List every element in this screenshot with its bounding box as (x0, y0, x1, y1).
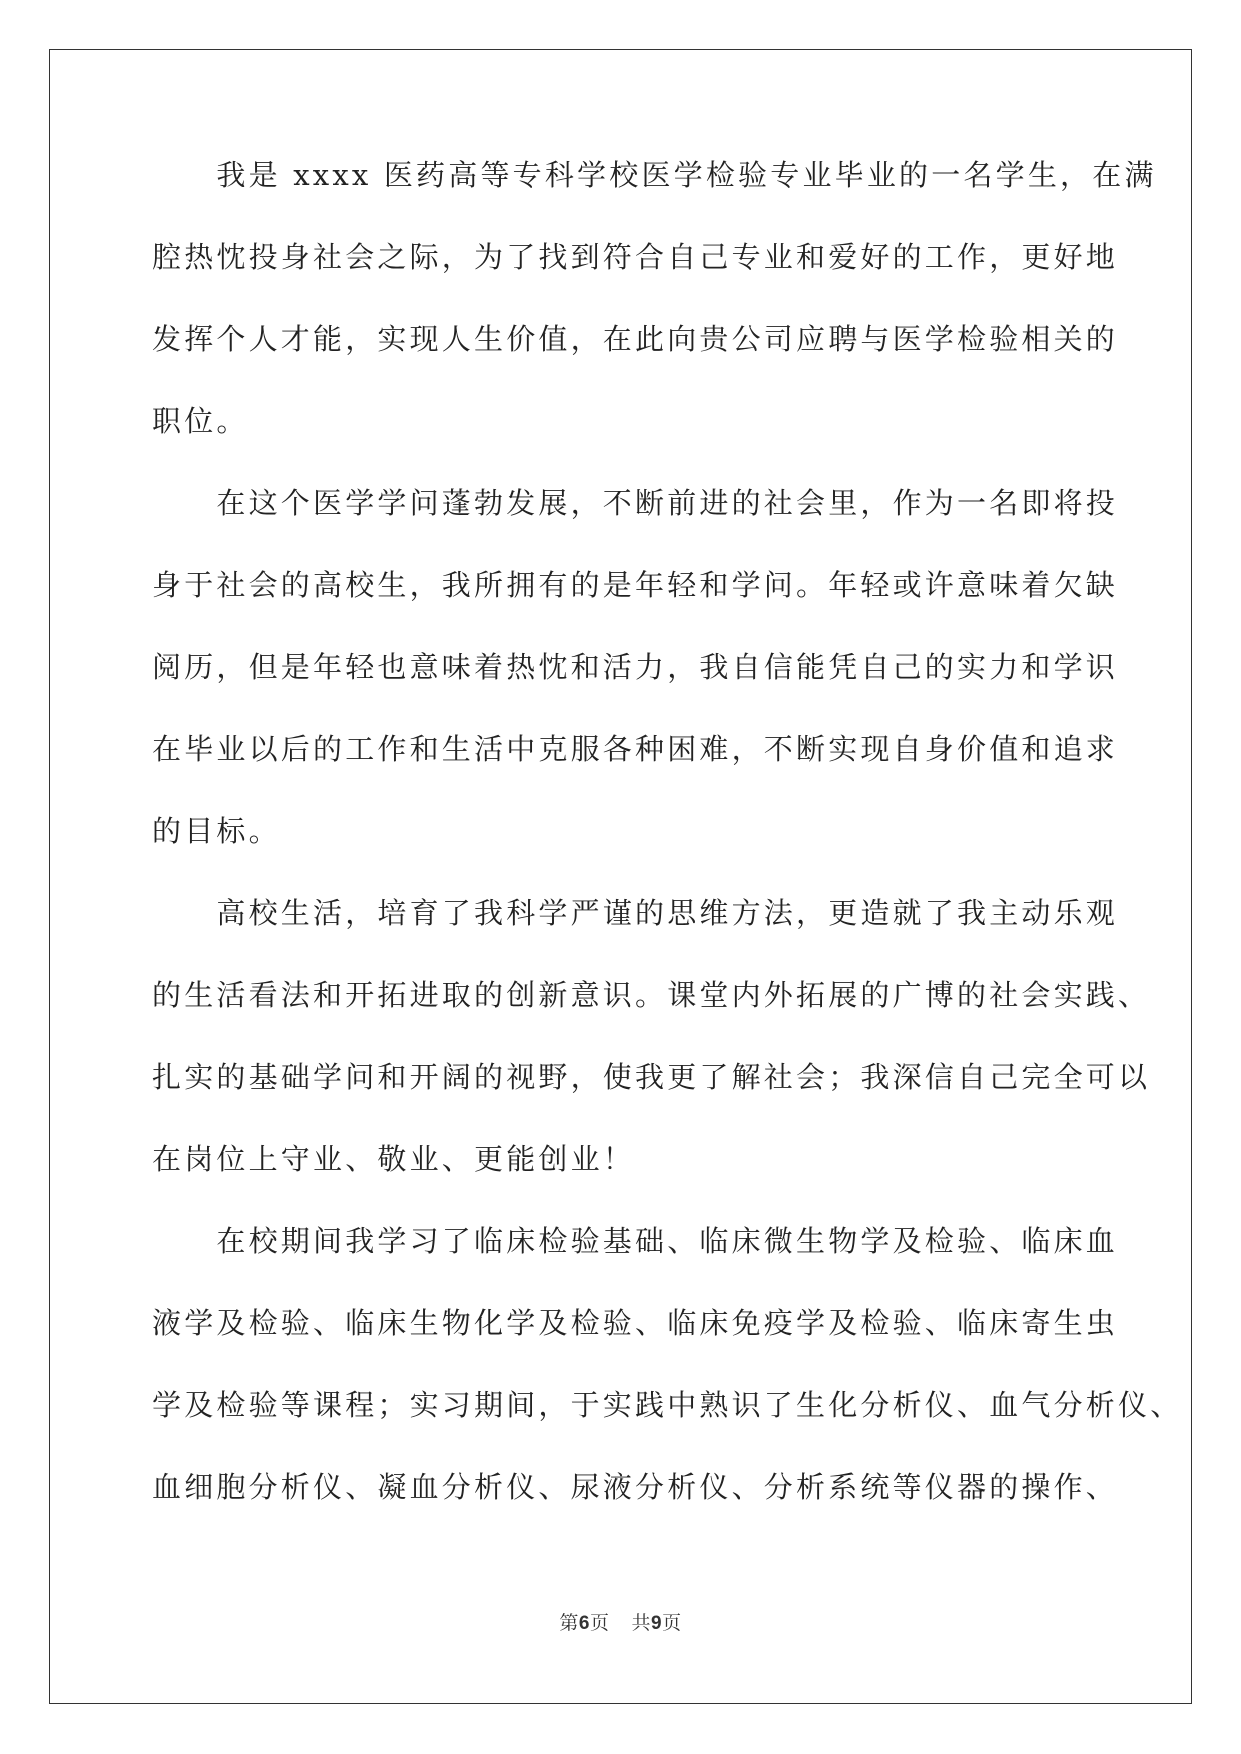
page-prefix: 第 (559, 1612, 579, 1634)
text-line: 我是 xxxx 医药高等专科学校医学检验专业毕业的一名学生，在满 (152, 158, 1157, 192)
total-prefix: 共 (631, 1612, 652, 1634)
text-line: 扎实的基础学问和开阔的视野，使我更了解社会；我深信自己完全可以 (152, 1060, 1151, 1094)
page-label: 页 (589, 1612, 610, 1634)
current-page-number: 6 (578, 1613, 590, 1634)
text-line: 发挥个人才能，实现人生价值，在此向贵公司应聘与医学检验相关的 (152, 322, 1119, 356)
text-line: 在校期间我学习了临床检验基础、临床微生物学及检验、临床血 (152, 1224, 1119, 1258)
text-line: 的目标。 (152, 814, 281, 848)
text-line: 身于社会的高校生，我所拥有的是年轻和学问。年轻或许意味着欠缺 (152, 568, 1119, 602)
text-line: 血细胞分析仪、凝血分析仪、尿液分析仪、分析系统等仪器的操作、 (152, 1470, 1119, 1504)
page-footer (0, 1608, 1241, 1635)
text-line: 的生活看法和开拓进取的创新意识。课堂内外拓展的广博的社会实践、 (152, 978, 1151, 1012)
text-line: 学及检验等课程；实习期间，于实践中熟识了生化分析仪、血气分析仪、 (152, 1388, 1183, 1422)
text-line: 高校生活，培育了我科学严谨的思维方法，更造就了我主动乐观 (152, 896, 1119, 930)
text-line: 在毕业以后的工作和生活中克服各种困难，不断实现自身价值和追求 (152, 732, 1119, 766)
text-line: 腔热忱投身社会之际，为了找到符合自己专业和爱好的工作，更好地 (152, 240, 1119, 274)
text-line: 阅历，但是年轻也意味着热忱和活力，我自信能凭自己的实力和学识 (152, 650, 1119, 684)
total-page-number: 9 (651, 1613, 663, 1634)
text-line: 在岗位上守业、敬业、更能创业！ (152, 1142, 636, 1176)
total-label: 页 (662, 1612, 682, 1634)
text-line: 在这个医学学问蓬勃发展，不断前进的社会里，作为一名即将投 (152, 486, 1119, 520)
text-line: 职位。 (152, 404, 249, 438)
document-body (152, 158, 1183, 1554)
text-line: 液学及检验、临床生物化学及检验、临床免疫学及检验、临床寄生虫 (152, 1306, 1119, 1340)
